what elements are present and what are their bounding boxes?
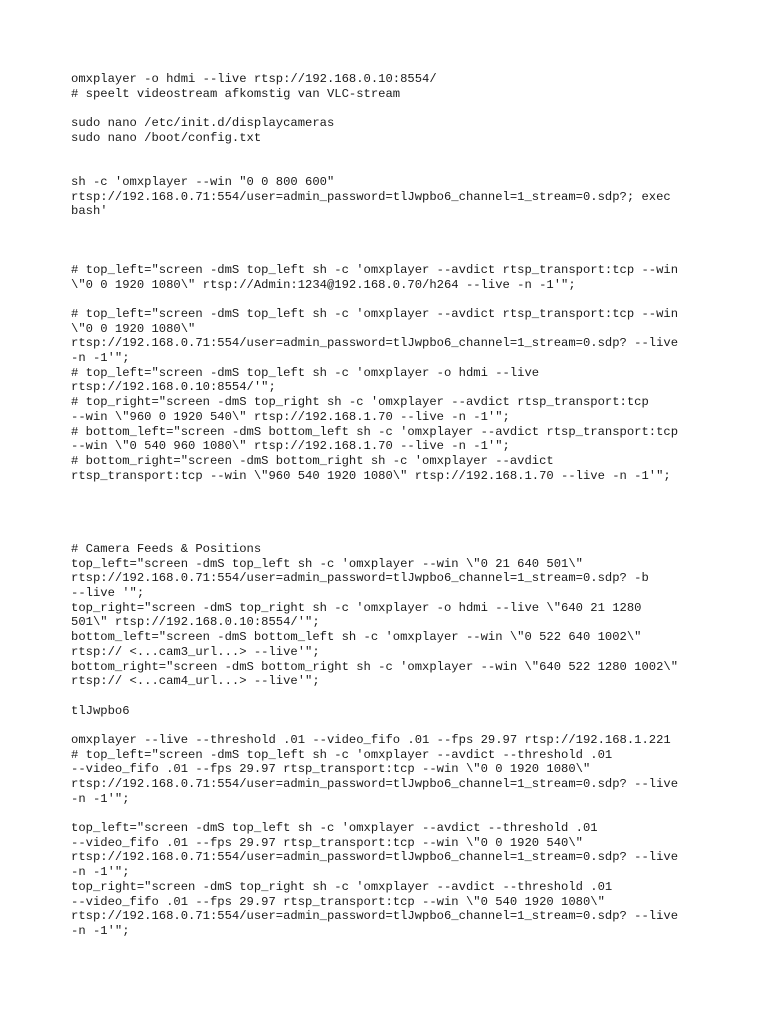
text-line: # speelt videostream afkomstig van VLC-stream [71, 86, 401, 101]
spacer [71, 234, 751, 263]
text-line: 501\" rtsp://192.168.0.10:8554/'"; [71, 615, 320, 630]
spacer [71, 160, 751, 175]
text-line: # top_right="screen -dmS top_right sh -c 'omxplayer --avdict rtsp_transport:tcp [71, 395, 649, 410]
text-line: -n -1'"; [71, 351, 130, 366]
text-line: \"0 0 1920 1080\" rtsp://Admin:1234@192.168.0.70/h264 --live -n -1'"; [71, 277, 576, 292]
paragraph-threshold-options [71, 733, 751, 806]
text-line: -n -1'"; [71, 791, 130, 806]
text-line: # Camera Feeds & Positions [71, 542, 262, 557]
paragraph-commented-positions [71, 307, 751, 483]
text-line: omxplayer -o hdmi --live rtsp://192.168.0.10:8554/ [71, 72, 437, 86]
paragraph-sh-command [71, 175, 751, 219]
text-line: # top_left="screen -dmS top_left sh -c 'omxplayer --avdict --threshold .01 [71, 747, 613, 762]
text-line: rtsp://192.168.0.71:554/user=admin_password=tlJwpbo6_channel=1_stream=0.sdp? --live [71, 909, 679, 924]
text-line: # bottom_left="screen -dmS bottom_left sh -c 'omxplayer --avdict rtsp_transport:tcp [71, 424, 679, 439]
paragraph-omxplayer-hdmi [71, 72, 751, 101]
paragraph-sudo-nano [71, 116, 751, 145]
paragraph-top-left-comment [71, 263, 751, 292]
text-line: tlJwpbo6 [71, 703, 130, 718]
text-line: --win \"960 0 1920 540\" rtsp://192.168.1.70 --live -n -1'"; [71, 409, 510, 424]
text-line: rtsp://192.168.0.71:554/user=admin_password=tlJwpbo6_channel=1_stream=0.sdp? --live [71, 850, 679, 865]
text-line: \"0 0 1920 1080\" [71, 321, 196, 336]
text-line: --video_fifo .01 --fps 29.97 rtsp_transport:tcp --win \"0 540 1920 1080\" [71, 894, 605, 909]
text-line: --video_fifo .01 --fps 29.97 rtsp_transport:tcp --win \"0 0 1920 540\" [71, 835, 583, 850]
text-line: sudo nano /etc/init.d/displaycameras [71, 116, 335, 131]
text-line: sudo nano /boot/config.txt [71, 130, 262, 145]
text-line: # top_left="screen -dmS top_left sh -c 'omxplayer -o hdmi --live [71, 365, 540, 380]
text-line: bottom_right="screen -dmS bottom_right sh -c 'omxplayer --win \"640 522 1280 1002\" [71, 659, 679, 674]
text-line: --live '"; [71, 586, 145, 601]
paragraph-camera-feeds [71, 542, 751, 689]
text-line: top_right="screen -dmS top_right sh -c 'omxplayer -o hdmi --live \"640 21 1280 [71, 600, 642, 615]
paragraph-password [71, 704, 751, 719]
document-body [71, 72, 751, 953]
text-line: # bottom_right="screen -dmS bottom_right sh -c 'omxplayer --avdict [71, 453, 554, 468]
text-line: rtsp://192.168.0.71:554/user=admin_password=tlJwpbo6_channel=1_stream=0.sdp?; exec [71, 189, 671, 204]
paragraph-final-positions [71, 821, 751, 939]
text-line: # top_left="screen -dmS top_left sh -c 'omxplayer --avdict rtsp_transport:tcp --win [71, 262, 679, 277]
text-line: -n -1'"; [71, 865, 130, 880]
text-line: --video_fifo .01 --fps 29.97 rtsp_transport:tcp --win \"0 0 1920 1080\" [71, 762, 591, 777]
text-line: rtsp:// <...cam4_url...> --live'"; [71, 674, 320, 689]
text-line: rtsp:// <...cam3_url...> --live'"; [71, 644, 320, 659]
text-line: rtsp://192.168.0.71:554/user=admin_password=tlJwpbo6_channel=1_stream=0.sdp? --live [71, 336, 679, 351]
text-line: top_left="screen -dmS top_left sh -c 'omxplayer --win \"0 21 640 501\" [71, 556, 583, 571]
text-line: --win \"0 540 960 1080\" rtsp://192.168.1.70 --live -n -1'"; [71, 439, 510, 454]
text-line: bash' [71, 204, 108, 219]
text-line: rtsp://192.168.0.71:554/user=admin_password=tlJwpbo6_channel=1_stream=0.sdp? --live [71, 777, 679, 792]
text-line: omxplayer --live --threshold .01 --video_fifo .01 --fps 29.97 rtsp://192.168.1.221 [71, 732, 671, 747]
text-line: bottom_left="screen -dmS bottom_left sh -c 'omxplayer --win \"0 522 640 1002\" [71, 630, 642, 645]
spacer [71, 498, 751, 542]
text-line: top_left="screen -dmS top_left sh -c 'omxplayer --avdict --threshold .01 [71, 821, 598, 836]
text-line: -n -1'"; [71, 923, 130, 938]
text-line: rtsp://192.168.0.71:554/user=admin_password=tlJwpbo6_channel=1_stream=0.sdp? -b [71, 571, 649, 586]
text-line: # top_left="screen -dmS top_left sh -c 'omxplayer --avdict rtsp_transport:tcp --win [71, 307, 679, 322]
text-line: rtsp_transport:tcp --win \"960 540 1920 1080\" rtsp://192.168.1.70 --live -n -1'"; [71, 468, 671, 483]
text-line: top_right="screen -dmS top_right sh -c 'omxplayer --avdict --threshold .01 [71, 879, 613, 894]
text-line: rtsp://192.168.0.10:8554/'"; [71, 380, 276, 395]
text-line: sh -c 'omxplayer --win "0 0 800 600" [71, 174, 335, 189]
